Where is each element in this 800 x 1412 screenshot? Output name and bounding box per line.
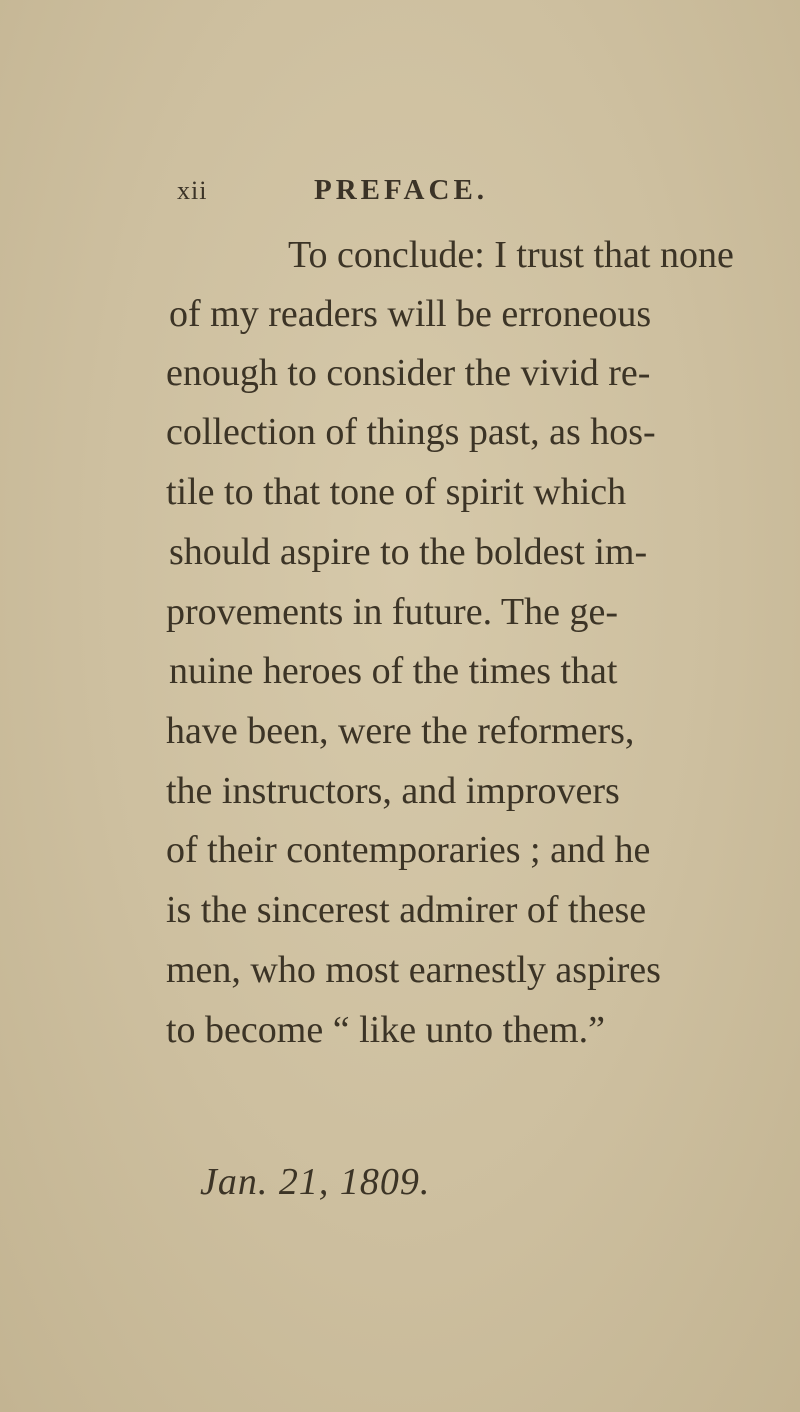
text-line: the instructors, and improvers: [166, 770, 620, 812]
text-line: To conclude: I trust that none: [288, 234, 734, 276]
page-header: [0, 170, 800, 210]
text-line: is the sincerest admirer of these: [166, 889, 647, 931]
text-line: men, who most earnestly aspires: [166, 949, 661, 991]
text-line: of their contemporaries ; and he: [166, 829, 651, 871]
page-number: xii: [177, 176, 208, 205]
text-line: collection of things past, as hos-: [166, 411, 656, 453]
text-line: nuine heroes of the times that: [169, 650, 618, 692]
text-line: to become “ like unto them.”: [166, 1009, 605, 1051]
text-line: provements in future. The ge-: [166, 591, 618, 633]
running-head: PREFACE.: [314, 174, 489, 206]
text-line: have been, were the reformers,: [166, 710, 635, 752]
text-line: tile to that tone of spirit which: [166, 471, 627, 513]
text-line: of my readers will be erroneous: [169, 293, 652, 335]
text-line: enough to consider the vivid re-: [166, 352, 651, 394]
preface-date: Jan. 21, 1809.: [200, 1161, 431, 1203]
text-line: should aspire to the boldest im-: [169, 531, 648, 573]
